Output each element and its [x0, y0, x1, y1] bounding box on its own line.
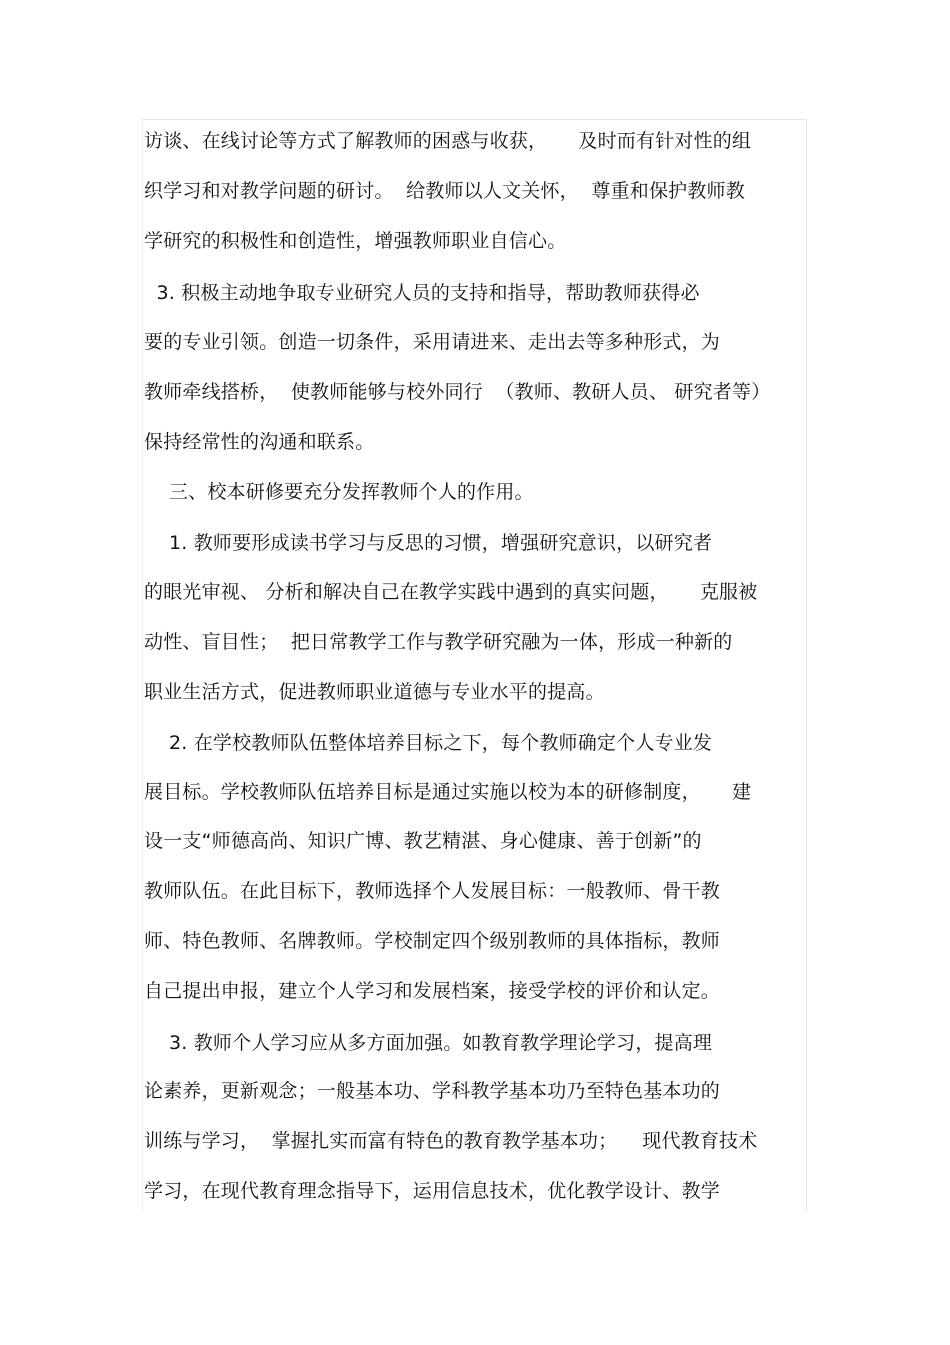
text-line: 访谈、在线讨论等方式了解教师的困惑与收获， 及时而有针对性的组 [144, 130, 752, 152]
text-line: 展目标。学校教师队伍培养目标是通过实施以校为本的研修制度， 建 [144, 781, 752, 803]
text-line: 织学习和对教学问题的研讨。 给教师以人文关怀， 尊重和保护教师教 [144, 180, 745, 202]
text-line: 2. 在学校教师队伍整体培养目标之下，每个教师确定个人专业发 [144, 732, 713, 754]
text-line: 保持经常性的沟通和联系。 [144, 431, 375, 453]
text-line: 训练与学习， 掌握扎实而富有特色的教育教学基本功； 现代教育技术 [144, 1130, 758, 1152]
text-line: 教师队伍。在此目标下，教师选择个人发展目标：一般教师、骨干教 [144, 880, 721, 902]
text-line: 要的专业引领。创造一切条件，采用请进来、走出去等多种形式，为 [144, 331, 721, 353]
text-line: 学习，在现代教育理念指导下，运用信息技术，优化教学设计、教学 [144, 1180, 721, 1202]
text-line: 设一支“师德高尚、知识广博、教艺精湛、身心健康、善于创新”的 [144, 830, 702, 852]
text-line: 1. 教师要形成读书学习与反思的习惯，增强研究意识，以研究者 [144, 532, 713, 554]
text-line: 师、特色教师、名牌教师。学校制定四个级别教师的具体指标，教师 [144, 930, 721, 952]
text-line: 动性、盲目性； 把日常教学工作与教学研究融为一体，形成一种新的 [144, 631, 733, 653]
text-line: 职业生活方式，促进教师职业道德与专业水平的提高。 [144, 681, 605, 703]
text-line: 自己提出申报，建立个人学习和发展档案，接受学校的评价和认定。 [144, 980, 721, 1002]
text-line: 的眼光审视、 分析和解决自己在教学实践中遇到的真实问题， 克服被 [144, 581, 758, 603]
text-line: 3. 积极主动地争取专业研究人员的支持和指导，帮助教师获得必 [144, 282, 700, 304]
text-line: 论素养，更新观念；一般基本功、学科教学基本功乃至特色基本功的 [144, 1080, 721, 1102]
text-line: 教师牵线搭桥， 使教师能够与校外同行 （教师、教研人员、 研究者等） [144, 381, 771, 403]
text-line: 学研究的积极性和创造性，增强教师职业自信心。 [144, 230, 567, 252]
section-heading: 三、校本研修要充分发挥教师个人的作用。 [144, 481, 534, 503]
text-line: 3. 教师个人学习应从多方面加强。如教育教学理论学习，提高理 [144, 1032, 713, 1054]
